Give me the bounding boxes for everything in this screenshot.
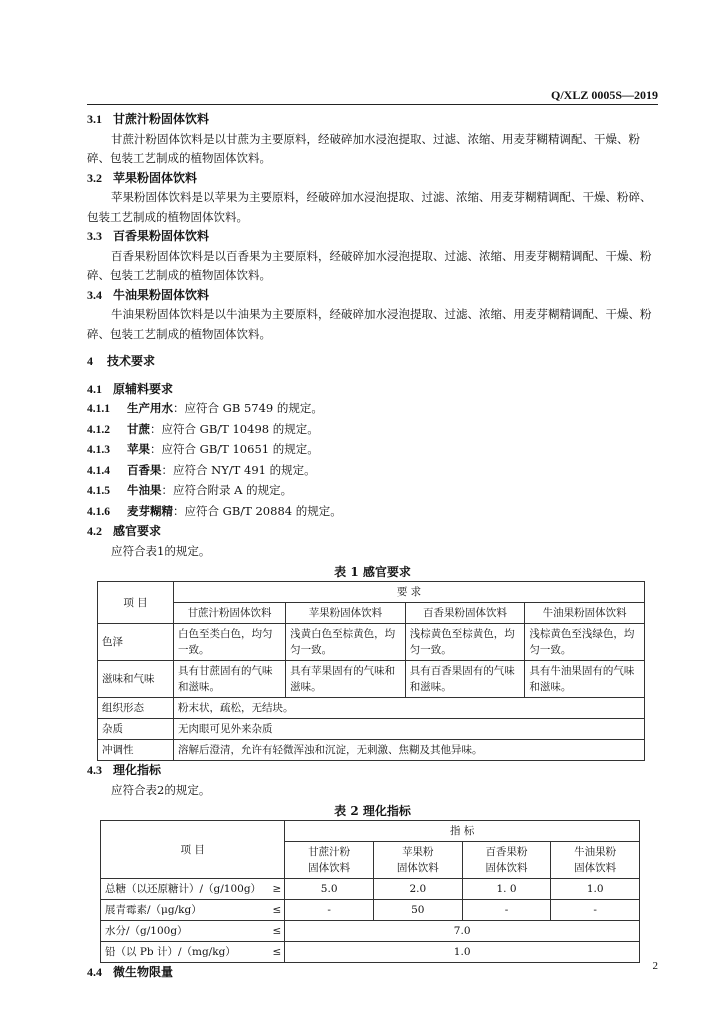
table-column-header: 百香果粉 固体饮料	[462, 842, 551, 879]
table-row	[101, 900, 640, 921]
table-cell: 1.0	[551, 879, 640, 900]
row-label: 展青霉素/（μg/kg）	[101, 900, 269, 921]
section-paragraph: 牛油果粉固体饮料是以牛油果为主要原料，经破碎加水浸泡提取、过滤、浓缩、用麦芽糊精调配、干燥、粉碎、包装工艺制成的植物固体饮料。	[87, 307, 652, 341]
table-header-index: 指 标	[285, 821, 640, 842]
page-number: 2	[652, 960, 658, 972]
material-requirement: 4.1.3 苹果：应符合 GB/T 10651 的规定。	[87, 442, 319, 456]
table-cell: 具有苹果固有的气味和滋味。	[286, 661, 406, 698]
table-cell: 1. 0	[462, 879, 551, 900]
comparison-symbol: ≤	[269, 900, 285, 921]
table-header-item: 项 目	[98, 582, 174, 624]
table-row	[101, 879, 640, 900]
section-heading: 4.1 原辅料要求	[87, 381, 174, 396]
section-paragraph: 甘蔗汁粉固体饮料是以甘蔗为主要原料，经破碎加水浸泡提取、过滤、浓缩、用麦芽糊精调配、干燥、粉碎、包装工艺制成的植物固体饮料。	[87, 131, 640, 165]
material-requirement: 4.1.1 生产用水：应符合 GB 5749 的规定。	[87, 401, 323, 415]
table-cell: 浅棕黄色至浅绿色，均匀一致。	[525, 624, 645, 661]
row-label: 铅（以 Pb 计）/（mg/kg）	[101, 942, 269, 963]
material-requirement: 4.1.6 麦芽糊精：应符合 GB/T 20884 的规定。	[87, 503, 342, 518]
section-heading: 3.2 苹果粉固体饮料	[87, 170, 198, 185]
table-row	[98, 698, 645, 719]
table-cell: 1.0	[285, 942, 640, 963]
table-cell: 具有牛油果固有的气味和滋味。	[525, 661, 645, 698]
physicochemical-indicators-table	[100, 820, 640, 963]
row-label: 杂质	[98, 719, 174, 740]
table-cell: 粉末状，疏松，无结块。	[174, 698, 645, 719]
section-heading: 4.3 理化指标	[87, 763, 162, 777]
table-column-header: 苹果粉 固体饮料	[373, 842, 462, 879]
table-row	[98, 740, 645, 761]
table-header-item: 项 目	[101, 821, 285, 879]
table-cell: 无肉眼可见外来杂质	[174, 719, 645, 740]
table-cell: 具有甘蔗固有的气味和滋味。	[174, 661, 286, 698]
comparison-symbol: ≤	[269, 942, 285, 963]
row-label: 滋味和气味	[98, 661, 174, 698]
table-column-header: 牛油果粉固体饮料	[525, 603, 645, 624]
table1-caption: 表 1 感官要求	[334, 565, 411, 579]
row-label: 冲调性	[98, 740, 174, 761]
row-label: 组织形态	[98, 698, 174, 719]
table-cell: -	[462, 900, 551, 921]
table-cell: 具有百香果固有的气味和滋味。	[405, 661, 525, 698]
section-heading: 3.1 甘蔗汁粉固体饮料	[87, 112, 210, 126]
table-row	[98, 661, 645, 698]
table-column-header: 苹果粉固体饮料	[286, 603, 406, 624]
table-cell: 50	[373, 900, 462, 921]
table-cell: 浅黄白色至棕黄色，均匀一致。	[286, 624, 406, 661]
table-cell: 浅棕黄色至棕黄色，均匀一致。	[405, 624, 525, 661]
table-column-header: 百香果粉固体饮料	[405, 603, 525, 624]
section-paragraph: 应符合表1的规定。	[111, 543, 211, 558]
section-heading: 4.4 微生物限量	[87, 965, 174, 979]
material-requirement: 4.1.4 百香果：应符合 NY/T 491 的规定。	[87, 462, 316, 477]
section-paragraph: 苹果粉固体饮料是以苹果为主要原料，经破碎加水浸泡提取、过滤、浓缩、用麦芽糊精调配、干燥、粉碎、包装工艺制成的植物固体饮料。	[87, 190, 652, 224]
table-cell: -	[551, 900, 640, 921]
material-requirement: 4.1.5 牛油果：应符合附录 A 的规定。	[87, 483, 293, 497]
sensory-requirements-table	[97, 581, 645, 761]
chapter-heading: 4 技术要求	[87, 354, 156, 368]
table-cell: 溶解后澄清，允许有轻微浑浊和沉淀，无刺激、焦糊及其他异味。	[174, 740, 645, 761]
table-cell: -	[285, 900, 374, 921]
material-requirement: 4.1.2 甘蔗：应符合 GB/T 10498 的规定。	[87, 421, 319, 436]
table-column-header: 甘蔗汁粉 固体饮料	[285, 842, 374, 879]
table-cell: 5.0	[285, 879, 374, 900]
section-heading: 4.2 感官要求	[87, 524, 162, 538]
table-cell: 7.0	[285, 921, 640, 942]
table-cell: 2.0	[373, 879, 462, 900]
section-paragraph: 百香果粉固体饮料是以百香果为主要原料，经破碎加水浸泡提取、过滤、浓缩、用麦芽糊精调配、干燥、粉碎、包装工艺制成的植物固体饮料。	[87, 248, 652, 282]
document-code: Q/XLZ 0005S—2019	[550, 88, 658, 102]
table-cell: 白色至类白色，均匀一致。	[174, 624, 286, 661]
row-label: 色泽	[98, 624, 174, 661]
header-rule	[87, 104, 658, 105]
section-paragraph: 应符合表2的规定。	[111, 782, 211, 797]
comparison-symbol: ≥	[269, 879, 285, 900]
table-row	[98, 719, 645, 740]
comparison-symbol: ≤	[269, 921, 285, 942]
page-content	[87, 110, 658, 983]
table-column-header: 甘蔗汁粉固体饮料	[174, 603, 286, 624]
table-row	[101, 942, 640, 963]
table-header-requirements: 要 求	[174, 582, 645, 603]
section-heading: 3.3 百香果粉固体饮料	[87, 229, 210, 243]
row-label: 总糖（以还原糖计）/（g/100g）	[101, 879, 269, 900]
table-row	[98, 624, 645, 661]
row-label: 水分/（g/100g）	[101, 921, 269, 942]
section-heading: 3.4 牛油果粉固体饮料	[87, 287, 210, 302]
table2-caption: 表 2 理化指标	[334, 804, 411, 818]
table-row	[101, 921, 640, 942]
table-column-header: 牛油果粉 固体饮料	[551, 842, 640, 879]
